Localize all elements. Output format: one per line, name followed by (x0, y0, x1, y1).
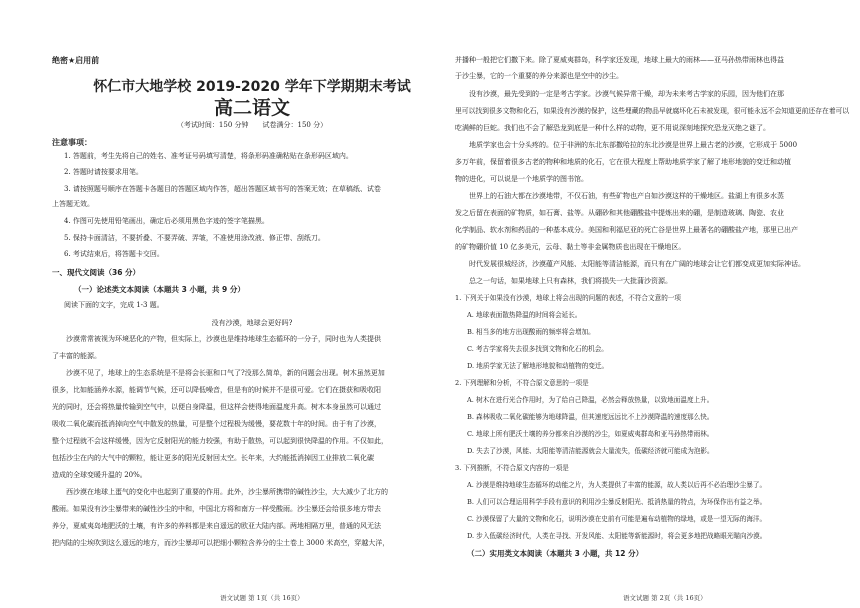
question-stem: 3. 下列推断，不符合原文内容的一项是 (455, 464, 569, 472)
answer-option: C. 地球上所有肥沃土壤的养分都来自沙漠的沙尘，如夏威夷群岛和亚马孙热带雨林。 (467, 430, 714, 438)
notice-item: 5. 保持卡面清洁，不要折叠、不要弄破、弄皱，不准使用涂改液、修正带、刮纸刀。 (64, 234, 325, 242)
notice-item: 4. 作图可先使用铅笔画出，确定后必须用黑色字迹的签字笔描黑。 (64, 217, 269, 225)
notice-item: 6. 考试结束后，将答题卡交回。 (64, 250, 164, 258)
article-paragraph-line: 沙漠常常被视为环境恶化的产物，但实际上，沙漠也是维持地球生态循环的一分子，同时也为人类提供 (52, 335, 381, 343)
notice-item: 2. 答题时请按要求用笔。 (64, 168, 143, 176)
answer-option: B. 森林吸收二氧化碳能够为地球降温，但其速度远远比不上沙漠降温的速度那么快。 (467, 413, 714, 421)
section-heading: 一、现代文阅读（36 分） (52, 268, 141, 277)
article-paragraph-line: 整个过程就不会这样缓慢，因为它反射阳光的能力较强，有助于散热，可以起到很快降温的作用。不仅如此， (52, 437, 388, 445)
subsection-heading: （一）论述类文本阅读（本题共 3 小题，共 9 分） (74, 285, 245, 294)
article-paragraph-line: 很多，比如能涵养水源，能调节气候，还可以降低噪音，但是有的时候并不是很可爱。它们在摄获和吸收阳 (52, 386, 381, 394)
answer-option: B. 相当多的地方出现酸雨的频率将会增加。 (467, 328, 595, 336)
notice-item: 1. 答题前，考生先将自己的姓名、准考证号码填写清楚，将条形码准确粘贴在条形码区域内。 (64, 152, 353, 160)
notice-item: 上答题无效。 (52, 200, 94, 208)
answer-option: C. 考古学家将失去很多找到文物和化石的机会。 (467, 345, 608, 353)
left-page (52, 0, 452, 608)
article-paragraph-line: 发之后留在表面的矿物质，如石膏、盐等。从硼砂和其他硼酸盐中提炼出来的硼，是制造玻璃、陶瓷、农业 (455, 209, 784, 217)
article-paragraph-line: 把内陆的尘埃吹到这么遥远的地方，而沙尘暴却可以把细小颗粒含养分的尘土卷上 3000 米高空，穿越大洋， (52, 539, 390, 547)
article-paragraph-line: 物的进化，可以说是一个地质学的图书馆。 (455, 175, 588, 183)
right-page (455, 0, 855, 608)
answer-option: D. 步入低碳经济时代，人类在寻找、开发风能、太阳能等新能源时，将会更多地把战略眼光瞄向沙漠。 (467, 532, 767, 540)
question-stem: 2. 下列理解和分析，不符合原文意思的一项是 (455, 379, 589, 387)
question-stem: 1. 下列关于如果没有沙漠，地球上将会出现的问题的表述，不符合文意的一项 (455, 294, 681, 302)
answer-option: A. 树木在进行光合作用时，为了给自己降温，必然会释放热量，以致地面温度上升。 (467, 396, 714, 404)
confidential-label: 绝密★启用前 (52, 56, 100, 65)
article-paragraph-line: 养分，夏威夷岛地肥沃的土壤，有许多的养料都是来自遥远的欧亚大陆内部。两地相隔万里，普通的风无法 (52, 522, 381, 530)
page-footer: 语文试题 第 2页（共 16页） (623, 594, 707, 602)
article-paragraph-line: 光的同时，还会将热量传输到空气中，以便自身降温，但这样会使得地面温度升高。树木本身虽然可以通过 (52, 403, 381, 411)
exam-time-score: （考试时间：150 分钟 试卷满分：150 分） (176, 121, 328, 129)
article-paragraph-line: 的矿物硼价值 10 亿多美元，云母、黏土等非金属物质也出现在干燥地区。 (455, 243, 686, 251)
article-paragraph-line: 里可以找到很多文物和化石，如果没有沙漠的保护，这些埋藏的物品早就腐坏化石未被发现，很可能永远不会知道更前还存在着可以 (455, 107, 850, 115)
article-paragraph-line: 吸收二氧化碳而抵消掉向空气中散发的热量，可是整个过程极为缓慢，要花数十年的时间。由于有了沙漠， (52, 420, 381, 428)
article-paragraph-line: 化学制品、软水剂和药品的一种基本成分。美国和利福尼亚的死亡谷是世界上最著名的硼酸盐产地，那里已出产 (455, 226, 798, 234)
article-paragraph-line: 总之一句话，如果地球上只有森林，我们将损失一大批蒲沙资源。 (455, 277, 672, 285)
subsection-heading: （二）实用类文本阅读（本题共 3 小题，共 12 分） (467, 549, 644, 558)
answer-option: A. 地球表面散热降温的时间将会延长。 (467, 311, 582, 319)
article-paragraph-line: 沙漠不见了，地球上的生态系统是不是将会长驱和口气了?没那么简单，新的问题会出现。树木虽然更加 (52, 369, 385, 377)
article-paragraph-line: 多万年前，保留着很多古老的物种和地质的化石，它在很大程度上帮助地质学家了解了地形地貌的变迁和动植 (455, 158, 791, 166)
answer-option: B. 人们可以合理运用科学手段有意识的利用沙尘暴反射阳光、抵消热量的特点，为环保作出有益之举。 (467, 498, 767, 506)
subject-title: 高二语文 (213, 97, 290, 119)
article-paragraph-line: 了丰富的能源。 (52, 352, 101, 360)
article-paragraph-line: 时代发展很城经济，沙漠蕴产风能、太阳能等清洁能源，而只有在广阔的地球会让它们都变成更加实际神话。 (455, 260, 805, 268)
article-paragraph-line: 并播种一般把它们撒下来。除了夏威夷群岛，科学家还发现，地球上最大的雨林——亚马孙热带雨林也得益 (455, 56, 784, 64)
article-title: 没有沙漠，地球会更好吗? (211, 319, 293, 327)
reading-instruction: 阅读下面的文字，完成 1-3 题。 (64, 301, 164, 309)
answer-option: C. 沙漠保留了大量的文物和化石，说明沙漠在史前有可能是遍布动植物的绿地，或是一望无际的海洋。 (467, 515, 767, 523)
article-paragraph-line: 造成的全球变暖升温的 20%。 (52, 471, 147, 479)
article-paragraph-line: 没有沙漠，最先受到的一定是考古学家。沙漠气候异常干燥，却为未来考古学家的乐园，因为他们在那 (455, 90, 784, 98)
answer-option: D. 失去了沙漠，风能、太阳能等清洁能源就会大量流失，低碳经济就可能成为泡影。 (467, 447, 714, 455)
answer-option: A. 沙漠是维持地球生态循环的动能之片，为人类提供了丰富的能源，故人类以后再不必治理沙尘暴了。 (467, 481, 767, 489)
notice-item: 3. 请按照题号顺序在答题卡各题目的答题区域内作答，超出答题区域书写的答案无效；在草稿纸、试卷 (64, 185, 381, 193)
article-paragraph-line: 地质学家也会十分头疼的。位于非洲的东北东部撒哈拉的东北沙漠是世界上最古老的沙漠，它形成于 5000 (455, 141, 798, 149)
article-paragraph-line: 世界上的石油大都在沙漠地带，不仅石油，有些矿物也产自如沙漠这样的干燥地区。盐湖上有很多水蒸 (455, 192, 784, 200)
page-footer: 语文试题 第 1页（共 16页） (220, 594, 304, 602)
article-paragraph-line: 西沙漠在地球上蛋气的变化中也起到了重要的作用。此外，沙尘暴所携带的碱性沙尘，大大减少了北方的 (52, 488, 388, 496)
notice-heading: 注意事项： (52, 138, 92, 147)
answer-option: D. 地质学家无法了解地形地貌和动植物的变迁。 (467, 362, 609, 370)
article-paragraph-line: 吃满鲜的巨蛇。我们也不会了解恐龙到底是一种什么样的动物，更不用说深刻地探究恐龙灭绝之谜了。 (455, 124, 770, 132)
article-paragraph-line: 包括沙尘在内的大气中的颗粒，能让更多的阳光反射回太空。长年来，大约能抵消掉因工业排放二氧化碳 (52, 454, 374, 462)
school-exam-title: 怀仁市大地学校 2019-2020 学年下学期期末考试 (93, 79, 411, 95)
article-paragraph-line: 于沙尘暴，它的一个重要的养分来源也是空中的沙尘。 (455, 72, 623, 80)
article-paragraph-line: 酸雨。如果没有沙尘暴带来的碱性沙尘的中和，中国北方将和南方一样受酸雨。沙尘暴还会给很多地方带去 (52, 505, 381, 513)
